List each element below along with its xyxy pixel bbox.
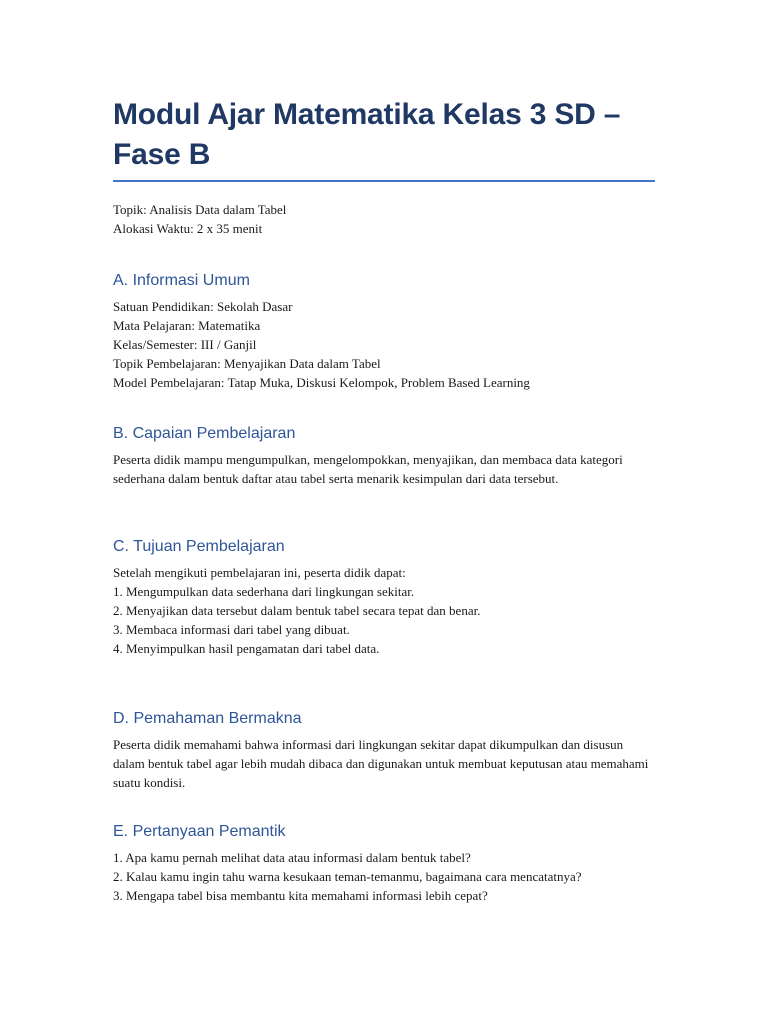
list-item: 3. Mengapa tabel bisa membantu kita memahami informasi lebih cepat? <box>113 888 488 903</box>
list-item: 2. Menyajikan data tersebut dalam bentuk tabel secara tepat dan benar. <box>113 603 481 618</box>
meta-info <box>113 200 286 238</box>
section-paragraph: Peserta didik mampu mengumpulkan, mengelompokkan, menyajikan, dan membaca data kategori sederhana dalam bentuk daftar atau tabel serta menarik kesimpulan dari data tersebut. <box>113 452 623 486</box>
section-pemahaman-bermakna <box>113 709 653 792</box>
list-item: Kelas/Semester: III / Ganjil <box>113 337 257 352</box>
list-item: Model Pembelajaran: Tatap Muka, Diskusi Kelompok, Problem Based Learning <box>113 375 530 390</box>
intro-line: Setelah mengikuti pembelajaran ini, peserta didik dapat: <box>113 565 406 580</box>
list-item: Topik Pembelajaran: Menyajikan Data dalam Tabel <box>113 356 381 371</box>
list-item: 2. Kalau kamu ingin tahu warna kesukaan teman-temanmu, bagaimana cara mencatatnya? <box>113 869 582 884</box>
list-item: Satuan Pendidikan: Sekolah Dasar <box>113 299 293 314</box>
list-item: 3. Membaca informasi dari tabel yang dibuat. <box>113 622 350 637</box>
section-paragraph: Peserta didik memahami bahwa informasi dari lingkungan sekitar dapat dikumpulkan dan disusun dalam bentuk tabel agar lebih mudah dibaca dan digunakan untuk membuat keputusan atau memahami suatu kondisi. <box>113 737 649 790</box>
section-heading: E. Pertanyaan Pemantik <box>113 823 286 840</box>
section-informasi-umum <box>113 271 653 392</box>
list-item: 1. Apa kamu pernah melihat data atau informasi dalam bentuk tabel? <box>113 850 471 865</box>
section-heading: B. Capaian Pembelajaran <box>113 425 296 442</box>
meta-alokasi: Alokasi Waktu: 2 x 35 menit <box>113 221 263 236</box>
title-underline <box>113 180 655 182</box>
section-heading: D. Pemahaman Bermakna <box>113 710 302 727</box>
list-item: 4. Menyimpulkan hasil pengamatan dari tabel data. <box>113 641 380 656</box>
section-pertanyaan-pemantik <box>113 822 653 905</box>
document-title: Modul Ajar Matematika Kelas 3 SD – Fase B <box>113 98 621 171</box>
meta-topik: Topik: Analisis Data dalam Tabel <box>113 202 287 217</box>
title-block <box>113 95 655 182</box>
list-item: Mata Pelajaran: Matematika <box>113 318 261 333</box>
section-tujuan-pembelajaran <box>113 537 653 658</box>
section-heading: A. Informasi Umum <box>113 272 250 289</box>
section-capaian-pembelajaran <box>113 424 653 488</box>
list-item: 1. Mengumpulkan data sederhana dari lingkungan sekitar. <box>113 584 415 599</box>
section-heading: C. Tujuan Pembelajaran <box>113 538 285 555</box>
